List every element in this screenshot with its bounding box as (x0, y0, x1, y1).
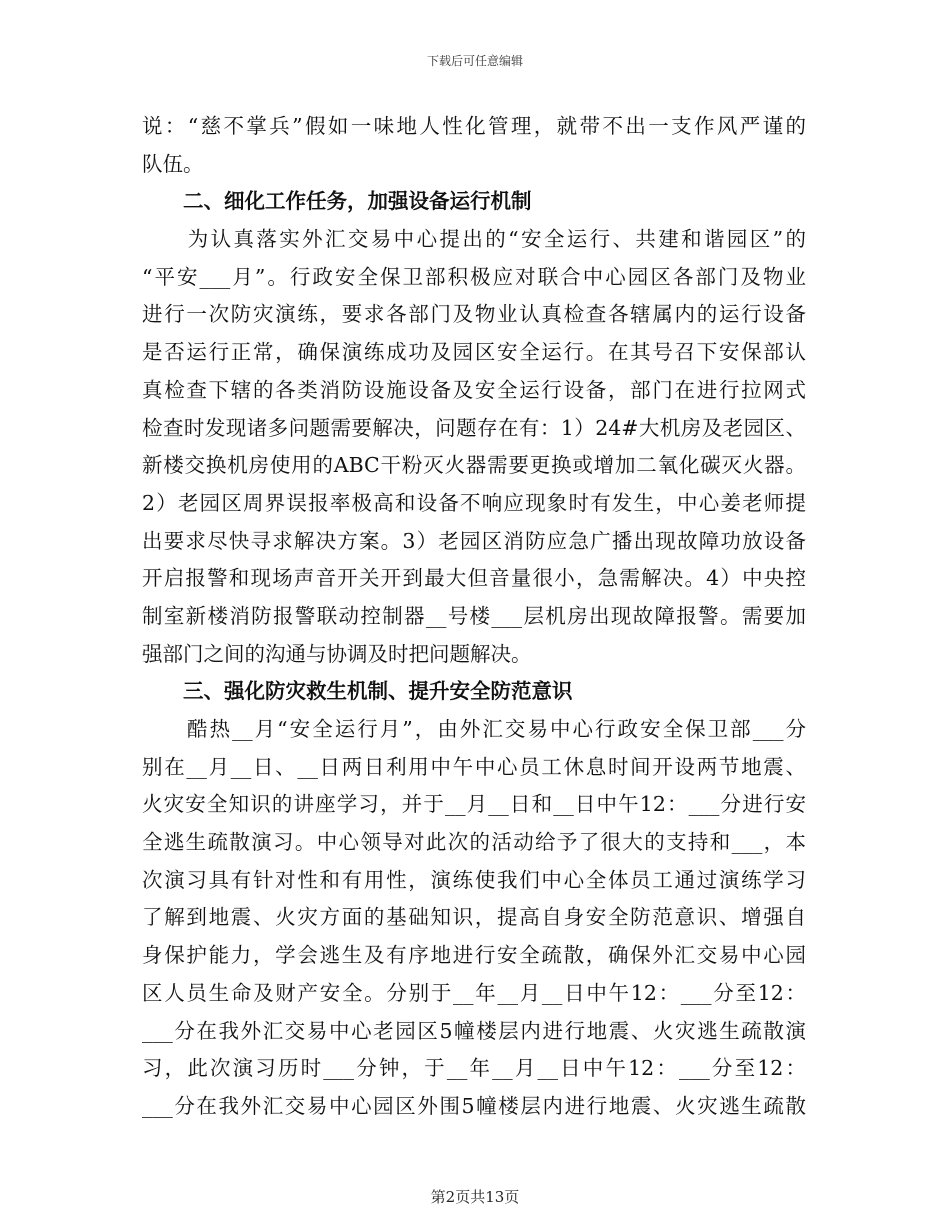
text-line: 制室新楼消防报警联动控制器__号楼___层机房出现故障报警。需要加 (142, 603, 806, 628)
text-line: 检查时发现诸多问题需要解决，问题存在有：1）24#大机房及老园区、 (142, 415, 806, 440)
text-line: 真检查下辖的各类消防设施设备及安全运行设备，部门在进行拉网式 (142, 377, 806, 402)
text-line: “平安___月”。行政安全保卫部积极应对联合中心园区各部门及物业 (142, 264, 806, 289)
text-line: 火灾安全知识的讲座学习，并于__月__日和__日中午12：___分进行安 (142, 792, 806, 817)
text-line: ___分在我外汇交易中心园区外围5幢楼层内进行地震、火灾逃生疏散 (142, 1093, 806, 1118)
text-line: 次演习具有针对性和有用性，演练使我们中心全体员工通过演练学习 (142, 867, 806, 892)
section-heading: 二、细化工作任务，加强设备运行机制 (142, 189, 532, 214)
text-line: 全逃生疏散演习。中心领导对此次的活动给予了很大的支持和___，本 (142, 830, 806, 855)
text-line: 别在__月__日、__日两日利用中午中心员工休息时间开设两节地震、 (142, 754, 806, 779)
text-line: 了解到地震、火灾方面的基础知识，提高自身安全防范意识、增强自 (142, 905, 806, 930)
text-line: 是否运行正常，确保演练成功及园区安全运行。在其号召下安保部认 (142, 340, 806, 365)
text-line: ___分在我外汇交易中心老园区5幢楼层内进行地震、火灾逃生疏散演 (142, 1018, 806, 1043)
page-header: 下载后可任意编辑 (426, 54, 523, 68)
text-line: 进行一次防灾演练，要求各部门及物业认真检查各辖属内的运行设备 (142, 302, 806, 327)
text-line: 为认真落实外汇交易中心提出的“安全运行、共建和谐园区”的 (142, 227, 806, 252)
text-line: 开启报警和现场声音开关开到最大但音量很小，急需解决。4）中央控 (142, 566, 806, 591)
text-line: 新楼交换机房使用的ABC干粉灭火器需要更换或增加二氧化碳灭火器。 (142, 453, 806, 478)
section-heading: 三、强化防灾救生机制、提升安全防范意识 (142, 679, 573, 704)
text-line: 习，此次演习历时___分钟，于__年__月__日中午12：___分至12： (142, 1056, 806, 1081)
text-line: 队伍。 (142, 151, 204, 176)
page-footer: 第2页共13页 (430, 1188, 520, 1206)
text-line: 身保护能力，学会逃生及有序地进行安全疏散，确保外汇交易中心园 (142, 943, 806, 968)
document-body (142, 108, 806, 1126)
text-line: 酷热__月“安全运行月”，由外汇交易中心行政安全保卫部___分 (142, 717, 806, 741)
text-line: 强部门之间的沟通与协调及时把问题解决。 (142, 641, 532, 666)
text-line: 出要求尽快寻求解决方案。3）老园区消防应急广播出现故障功放设备 (142, 528, 806, 553)
text-line: 2）老园区周界误报率极高和设备不响应现象时有发生，中心姜老师提 (142, 490, 806, 515)
text-line: 说：“慈不掌兵”假如一味地人性化管理，就带不出一支作风严谨的 (142, 114, 806, 138)
text-line: 区人员生命及财产安全。分别于__年__月__日中午12：___分至12： (142, 980, 806, 1005)
